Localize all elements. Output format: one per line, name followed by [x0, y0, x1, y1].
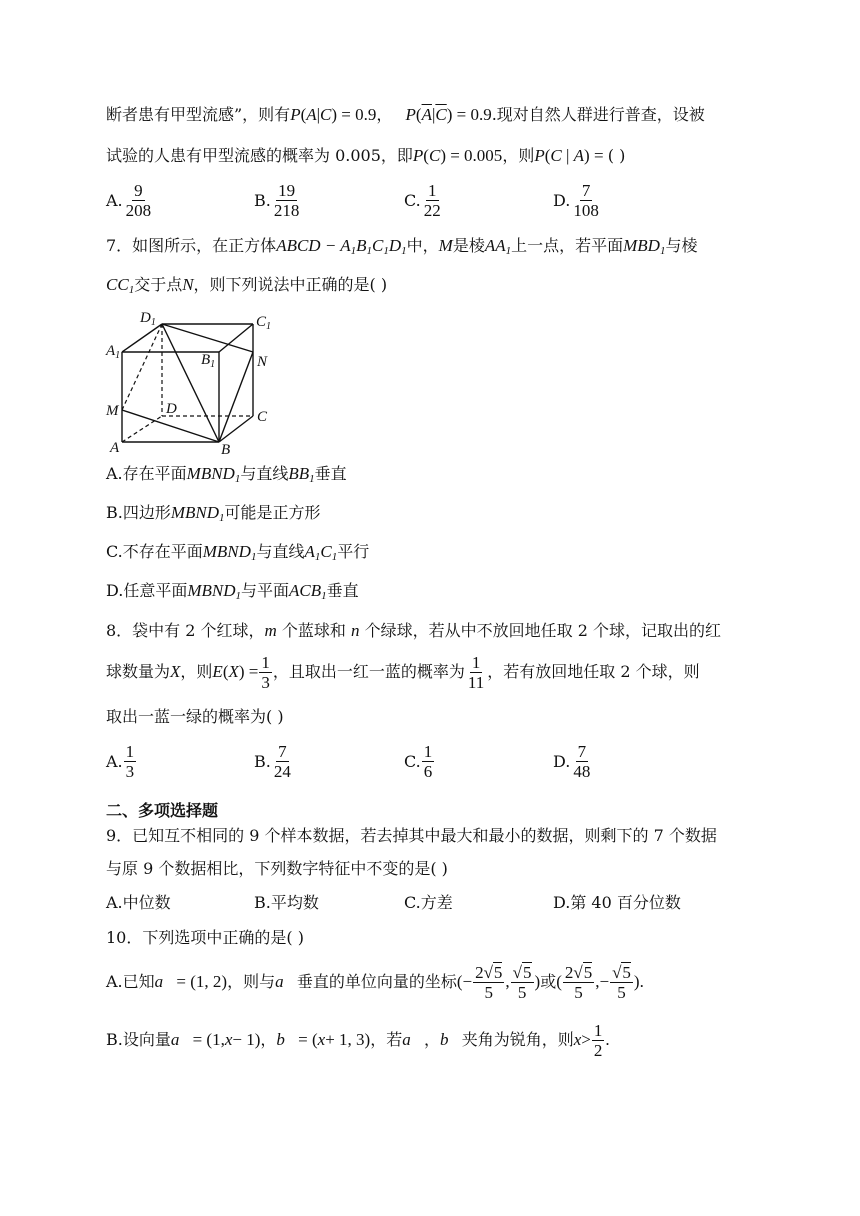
q7-opt-c-text3: 平行 [337, 542, 370, 561]
var-x: x [573, 1030, 582, 1049]
denominator: 24 [273, 762, 291, 781]
period: . [605, 1030, 610, 1049]
option-label: D. [553, 752, 571, 771]
numerator: 7 [577, 742, 587, 761]
denominator: 3 [125, 762, 135, 781]
var-abar: $\overline{A}$ [421, 105, 432, 124]
q7-opt-d-text3: 垂直 [326, 581, 359, 600]
eq-b-end: + 1, 3) [325, 1030, 371, 1049]
option-label: D. [553, 191, 571, 210]
option-label: A. [106, 191, 123, 210]
var-c: C [320, 105, 332, 124]
formula-cube: ABCD − $A_1B_1C_1D_1$ [276, 236, 407, 257]
q6-option-b[interactable] [254, 181, 302, 220]
q9-line1: 9．已知互不相同的 9 个样本数据，若去掉其中最大和最小的数据，则剩下的 7 个数据 [106, 826, 717, 845]
label-a: A [110, 440, 120, 456]
q6-blank: ( ) [607, 146, 626, 165]
q7-opt-a-text3: 垂直 [314, 464, 347, 483]
fraction [124, 181, 154, 220]
paren: ) [534, 972, 541, 991]
label-c: C [257, 409, 268, 425]
numerator: 7 [581, 181, 591, 200]
edge-b1c1 [219, 324, 253, 352]
q10-opt-b-text2: ， [260, 1030, 277, 1049]
label-a1: $A_1$ [106, 343, 121, 361]
fraction [272, 742, 293, 781]
var-n: n [351, 621, 360, 640]
var-c: C [550, 146, 562, 165]
line-d1n [162, 324, 253, 352]
q9-option-d[interactable]: D.第 40 百分位数 [553, 893, 681, 912]
formula-pc: P [412, 146, 424, 165]
var-a: A [306, 105, 317, 124]
q7-opt-a-text2: 与直线 [240, 464, 289, 483]
q7-text-1a: 7．如图所示，在正方体 [106, 236, 277, 255]
q8-text-3: 取出一蓝一绿的概率为( ) [106, 707, 284, 726]
var-c: C [428, 146, 441, 165]
q7-option-d[interactable] [106, 581, 359, 606]
plane-mbnd1: $MBND_1$ [202, 542, 257, 563]
q10-line1: 10．下列选项中正确的是( ) [106, 928, 304, 947]
plane-mbd1: $MBD_1$ [623, 236, 666, 257]
fraction-sqrt5-5 [511, 963, 534, 1002]
paren: ( [423, 146, 429, 165]
line-bb1: $BB_1$ [288, 464, 315, 485]
numerator: 7 [278, 742, 287, 761]
paren: ( [415, 105, 422, 124]
q6-text-1a: 断者患有甲型流感”，则有 [106, 105, 291, 124]
bar: | [431, 105, 436, 124]
vector-b: b⃗ [439, 1030, 462, 1049]
q6-line2 [106, 146, 625, 166]
denominator: 5 [517, 982, 527, 1002]
fraction-2sqrt5-5 [563, 963, 594, 1002]
q8-text-2c: ，且取出一红一蓝的概率为 [272, 662, 465, 681]
var-x: x [317, 1030, 326, 1049]
q8-option-d[interactable] [553, 742, 593, 781]
q6-option-c[interactable] [404, 181, 444, 220]
q10-option-b[interactable] [106, 1018, 610, 1062]
quad-mbnd1: $MBND_1$ [170, 503, 225, 524]
q7-opt-b-text: B.四边形 [106, 503, 171, 522]
q8-option-a[interactable] [106, 742, 137, 781]
q7-text-1d: 上一点，若平面 [511, 236, 624, 255]
q8-option-b[interactable] [254, 742, 294, 781]
option-label: C. [404, 752, 421, 771]
bar: | [561, 146, 574, 165]
line-md1-hidden [122, 324, 162, 410]
fraction-one-third [259, 653, 272, 692]
label-b: B [221, 442, 231, 456]
q10-opt-a-text2: ，则与 [227, 972, 276, 991]
q7-text-1e: 与棱 [665, 236, 698, 255]
line-d1b [162, 324, 219, 442]
option-label: B. [254, 752, 271, 771]
numerator: 1 [261, 652, 270, 672]
denominator: 3 [261, 672, 270, 692]
eq-a: = (1, [192, 1030, 225, 1049]
eq-b: = ( [298, 1030, 318, 1049]
plane-mbnd1: $MBND_1$ [186, 464, 241, 485]
q7-opt-a-text: A.存在平面 [106, 464, 187, 483]
numerator: 2√5 [475, 962, 503, 982]
vector-a: a⃗ [170, 1030, 193, 1049]
q10-opt-a-text3: 垂直的单位向量的坐标 [296, 972, 457, 991]
formula-p-a-given-c: P [290, 105, 301, 124]
numerator: 1 [428, 181, 437, 200]
gt: > [581, 1030, 591, 1049]
paren: ( [300, 105, 307, 124]
q7-opt-c-text: C.不存在平面 [106, 542, 203, 561]
fraction-one-half [592, 1021, 605, 1060]
numerator: 19 [278, 181, 296, 200]
denominator: 2 [593, 1040, 603, 1060]
edge-aa1: $AA_1$ [484, 236, 512, 257]
denominator: 11 [467, 672, 485, 692]
q9-line2: 与原 9 个数据相比，下列数字特征中不变的是( ) [106, 859, 448, 878]
var-cbar: $\overline{C}$ [435, 105, 447, 124]
eq-0005: ) = 0.005 [440, 146, 503, 165]
fraction [124, 742, 137, 781]
denominator: 22 [423, 201, 441, 220]
comma: ,− [595, 972, 610, 991]
fraction [571, 742, 592, 781]
q9-option-c[interactable]: C.方差 [404, 893, 453, 912]
paren: (− [456, 972, 473, 991]
var-x: X [170, 662, 181, 681]
formula-ex: E [212, 662, 223, 681]
eq-a-12: = (1, 2) [176, 972, 228, 991]
paren: ( [222, 662, 229, 681]
q8-text-1: 8．袋中有 2 个红球， [106, 621, 265, 640]
q7-option-c[interactable] [106, 542, 369, 567]
paren: ). [633, 972, 644, 991]
denominator: 6 [423, 762, 433, 781]
label-m: M [106, 403, 119, 419]
denominator: 5 [617, 982, 626, 1002]
numerator: √5 [512, 962, 532, 982]
q7-text-2a: 交于点 [134, 275, 183, 294]
plane-mbnd1: $MBND_1$ [187, 581, 242, 602]
numerator: 1 [593, 1020, 603, 1040]
q8-line1 [106, 621, 721, 641]
formula-p-abar-given-cbar: P [405, 105, 416, 124]
fraction-sqrt5-5 [610, 963, 633, 1002]
eq: ) = [584, 146, 608, 165]
cube-figure [100, 306, 290, 456]
edge-ad-hidden [122, 416, 162, 442]
q10-opt-b-text5: 夹角为锐角，则 [461, 1030, 574, 1049]
q8-line2 [106, 652, 700, 692]
numerator: 1 [471, 652, 481, 672]
denominator: 5 [484, 982, 493, 1002]
numerator: 2√5 [564, 962, 593, 982]
eq-09: ) = 0.9 [331, 105, 377, 124]
option-label: A. [106, 752, 123, 771]
q7-opt-c-text2: 与直线 [256, 542, 305, 561]
eq: ) = [238, 662, 259, 681]
denominator: 48 [573, 762, 591, 781]
q7-option-b[interactable] [106, 503, 321, 528]
label-c1: $C_1$ [256, 314, 272, 332]
var-a: A [573, 146, 585, 165]
q6-text-1b: ， [376, 105, 393, 124]
fraction-2sqrt5-5 [473, 963, 504, 1002]
q7-line1 [106, 236, 697, 261]
var-x: X [228, 662, 239, 681]
denominator: 108 [573, 201, 599, 220]
fraction [422, 181, 443, 220]
q7-option-a[interactable] [106, 464, 347, 489]
q7-opt-d-text2: 与平面 [241, 581, 290, 600]
q7-text-1b: 中， [406, 236, 439, 255]
vector-a: a⃗ [154, 972, 177, 991]
option-label: C. [404, 191, 421, 210]
q7-opt-d-text: D.任意平面 [106, 581, 188, 600]
var-m: M [438, 236, 453, 255]
denominator: 218 [273, 201, 300, 220]
vector-a: a⃗ [275, 972, 297, 991]
label-b1: $B_1$ [201, 352, 216, 370]
line-a1c1: $A_1C_1$ [304, 542, 338, 563]
q6-text-1c: .现对自然人群进行普查，设被 [491, 105, 705, 124]
var-m: m [264, 621, 277, 640]
q8-text-1b: 个蓝球和 [276, 621, 352, 640]
fraction [422, 742, 435, 781]
comma: , [505, 972, 510, 991]
label-n: N [257, 354, 268, 370]
q8-text-2a: 球数量为 [106, 662, 171, 681]
denominator: 208 [125, 201, 152, 220]
vector-b: b⃗ [276, 1030, 299, 1049]
section-heading: 二、多项选择题 [106, 801, 219, 820]
q10-option-a[interactable] [106, 960, 644, 1004]
q10-opt-b-text4: ， [423, 1030, 440, 1049]
numerator: 9 [134, 181, 143, 200]
option-label: B. [254, 191, 271, 210]
eq-09b: ) = 0.9 [446, 105, 492, 124]
q10-opt-b-text: B.设向量 [106, 1030, 171, 1049]
label-d1: $D_1$ [140, 310, 156, 328]
numerator: 1 [423, 742, 433, 761]
q6-line1 [106, 105, 705, 125]
q7-text-1c: 是棱 [452, 236, 485, 255]
q9-option-b[interactable]: B.平均数 [254, 893, 319, 912]
edge-cc1: $CC_1$ [106, 275, 135, 296]
fraction [272, 181, 302, 220]
q7-text-2b: ，则下列说法中正确的是( ) [193, 275, 388, 294]
q6-option-d[interactable] [553, 181, 602, 220]
q7-opt-b-text2: 可能是正方形 [224, 503, 321, 522]
plane-acb1: $ACB_1$ [289, 581, 327, 602]
q6-option-a[interactable] [106, 181, 154, 220]
numerator: √5 [612, 962, 631, 982]
fraction [571, 181, 601, 220]
q8-text-1c: 个绿球，若从中不放回地任取 2 个球，记取出的红 [359, 621, 721, 640]
q8-text-2d: ，若有放回地任取 2 个球，则 [487, 662, 700, 681]
q8-text-2b: ，则 [180, 662, 213, 681]
numerator: 1 [125, 742, 135, 761]
formula-pca: P [534, 146, 545, 165]
q10-opt-a-text: A.已知 [106, 972, 155, 991]
denominator: 5 [574, 982, 583, 1002]
var-x: x [224, 1030, 233, 1049]
paren: ( [556, 972, 562, 991]
q9-option-a[interactable]: A.中位数 [106, 893, 171, 912]
var-n: N [182, 275, 194, 294]
q8-line3 [106, 707, 284, 727]
label-d: D [166, 401, 177, 417]
fraction-one-eleventh [466, 653, 486, 692]
vector-a: a⃗ [402, 1030, 424, 1049]
q7-line2 [106, 275, 387, 300]
paren: ( [544, 146, 551, 165]
eq-a-end: − 1) [232, 1030, 261, 1049]
bar: | [316, 105, 321, 124]
q8-option-c[interactable] [404, 742, 435, 781]
q10-opt-a-text4: 或 [540, 972, 557, 991]
q10-opt-b-text3: ，若 [370, 1030, 403, 1049]
q6-text-2a: 试验的人患有甲型流感的概率为 0.005，即 [106, 146, 413, 165]
q6-text-2b: ，则 [502, 146, 535, 165]
